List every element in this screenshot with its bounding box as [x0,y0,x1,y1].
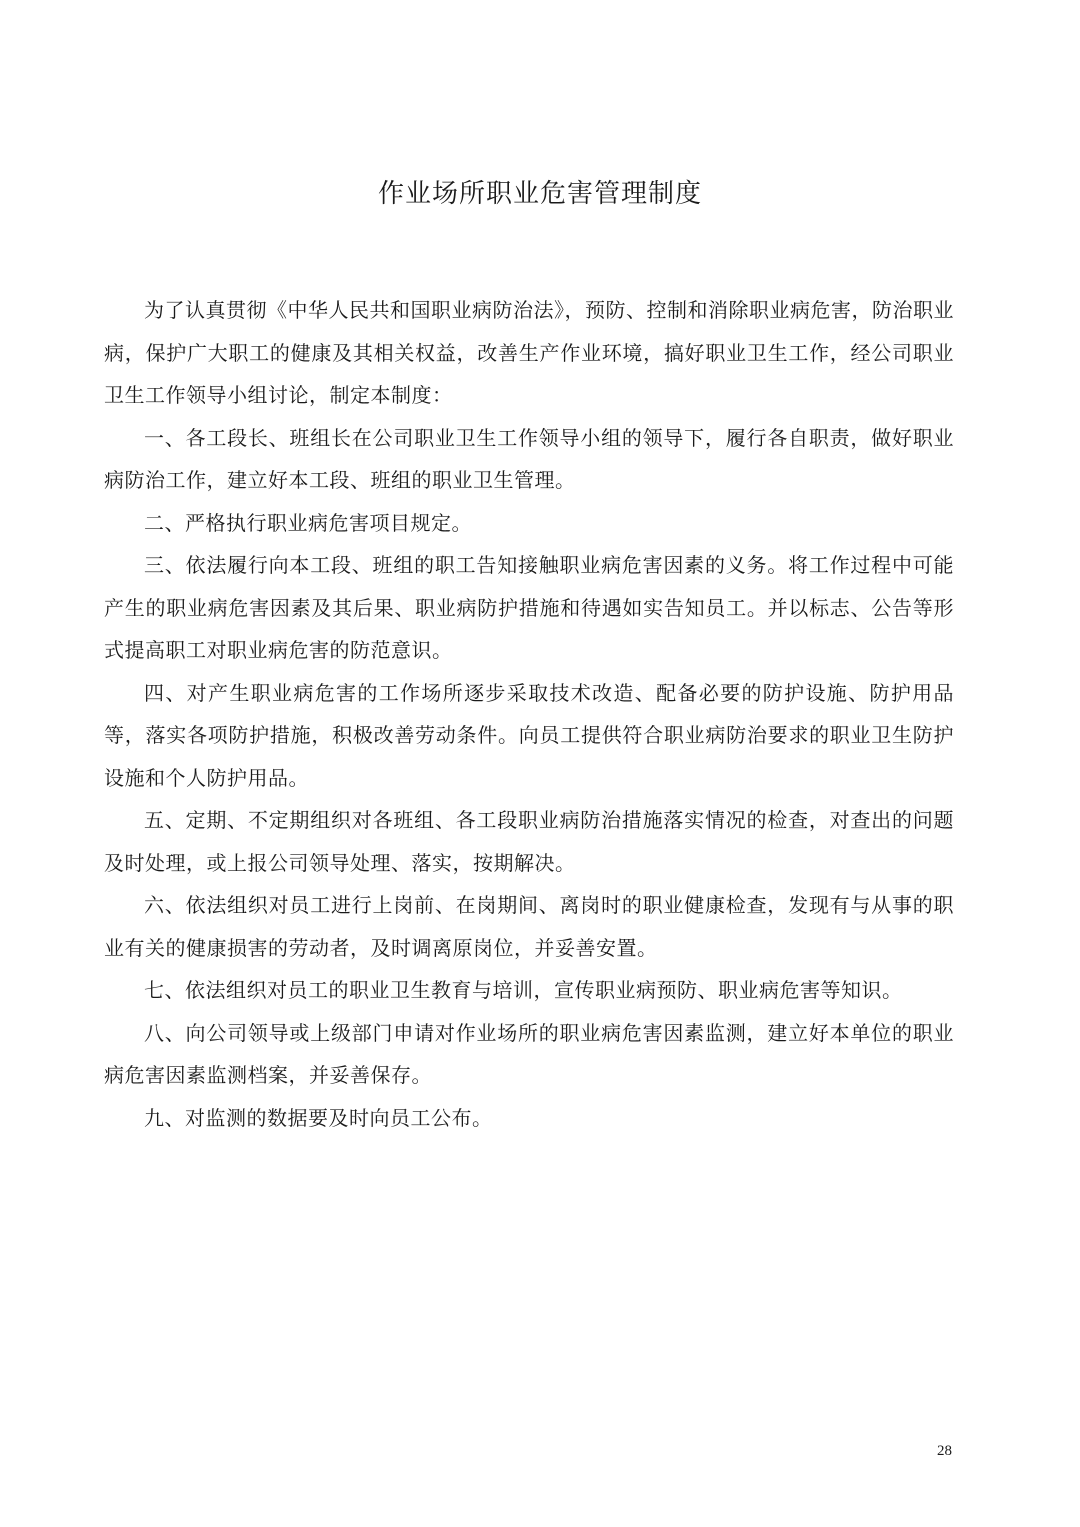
clause-9-paragraph: 九、对监测的数据要及时向员工公布。 [144,1105,493,1130]
intro-paragraph: 为了认真贯彻《中华人民共和国职业病防治法》，预防、控制和消除职业病危害，防治职业病，保护广大职工的健康及其相关权益，改善生产作业环境，搞好职业卫生工作，经公司职业卫生工作领导小组讨论，制定本制度： [104,298,954,407]
page-title: 作业场所职业危害管理制度 [377,179,702,209]
clause-7-paragraph: 七、依法组织对员工的职业卫生教育与培训，宣传职业病预防、职业病危害等知识。 [144,978,903,1002]
document-body [104,289,954,1139]
clause-2-paragraph: 二、严格执行职业病危害项目规定。 [144,510,472,535]
clause-1-paragraph: 一、各工段长、班组长在公司职业卫生工作领导小组的领导下，履行各自职责，做好职业病防治工作，建立好本工段、班组的职业卫生管理。 [104,425,954,492]
clause-4-paragraph: 四、对产生职业病危害的工作场所逐步采取技术改造、配备必要的防护设施、防护用品等，落实各项防护措施，积极改善劳动条件。向员工提供符合职业病防治要求的职业卫生防护设施和个人防护用品。 [104,680,954,790]
clause-5-paragraph: 五、定期、不定期组织对各班组、各工段职业病防治措施落实情况的检查，对查出的问题及时处理，或上报公司领导处理、落实，按期解决。 [104,808,954,875]
clause-8-paragraph: 八、向公司领导或上级部门申请对作业场所的职业病危害因素监测，建立好本单位的职业病危害因素监测档案，并妥善保存。 [104,1020,954,1087]
clause-6-paragraph: 六、依法组织对员工进行上岗前、在岗期间、离岗时的职业健康检查，发现有与从事的职业有关的健康损害的劳动者，及时调离原岗位，并妥善安置。 [104,893,954,960]
page-number: 28 [937,1443,952,1459]
clause-3-paragraph: 三、依法履行向本工段、班组的职工告知接触职业病危害因素的义务。将工作过程中可能产生的职业病危害因素及其后果、职业病防护措施和待遇如实告知员工。并以标志、公告等形式提高职工对职业病危害的防范意识。 [104,553,954,662]
